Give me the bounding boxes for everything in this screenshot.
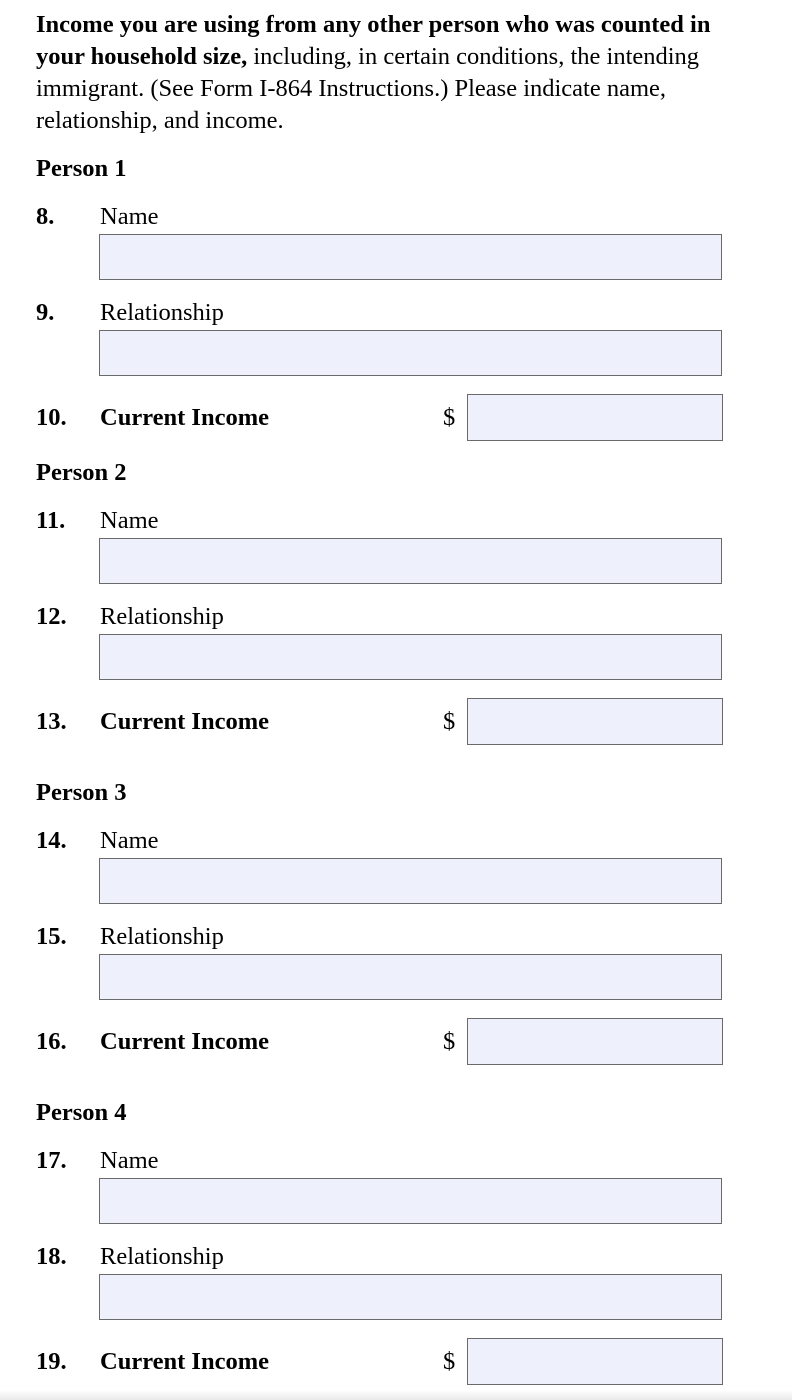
person-3-name-field[interactable] <box>99 858 722 904</box>
person-2-name-field[interactable] <box>99 538 722 584</box>
dollar-sign: $ <box>443 404 456 431</box>
person-1-income-field[interactable] <box>467 394 723 441</box>
intro-regular-text: including, in certain conditions, the intending immigrant. (See Form I-864 Instructions.) Please indicate name, relationship, and income. <box>36 43 700 134</box>
item-19-label: Current Income <box>100 1348 269 1375</box>
item-17-number: 17. <box>36 1147 67 1174</box>
item-16-number: 16. <box>36 1028 67 1055</box>
person-4-name-field[interactable] <box>99 1178 722 1224</box>
page-bottom-edge <box>0 1390 792 1400</box>
item-18-label: Relationship <box>100 1243 224 1270</box>
item-14-label: Name <box>100 827 159 854</box>
person-3-heading: Person 3 <box>36 779 127 806</box>
item-16-label: Current Income <box>100 1028 269 1055</box>
item-18-number: 18. <box>36 1243 67 1270</box>
item-10-number: 10. <box>36 404 67 431</box>
item-12-label: Relationship <box>100 603 224 630</box>
item-13-label: Current Income <box>100 708 269 735</box>
person-2-income-field[interactable] <box>467 698 723 745</box>
dollar-sign: $ <box>443 1348 456 1375</box>
item-15-label: Relationship <box>100 923 224 950</box>
person-3-relationship-field[interactable] <box>99 954 722 1000</box>
item-9-number: 9. <box>36 299 55 326</box>
person-4-income-field[interactable] <box>467 1338 723 1385</box>
dollar-sign: $ <box>443 708 456 735</box>
item-8-number: 8. <box>36 203 55 230</box>
person-1-relationship-field[interactable] <box>99 330 722 376</box>
item-12-number: 12. <box>36 603 67 630</box>
item-14-number: 14. <box>36 827 67 854</box>
item-13-number: 13. <box>36 708 67 735</box>
item-17-label: Name <box>100 1147 159 1174</box>
intro-bold-text: Income you are using from any other person who was counted in your household size, <box>36 11 711 70</box>
person-4-relationship-field[interactable] <box>99 1274 722 1320</box>
item-11-label: Name <box>100 507 159 534</box>
person-2-heading: Person 2 <box>36 459 127 486</box>
dollar-sign: $ <box>443 1028 456 1055</box>
person-2-relationship-field[interactable] <box>99 634 722 680</box>
item-10-label: Current Income <box>100 404 269 431</box>
item-9-label: Relationship <box>100 299 224 326</box>
person-4-heading: Person 4 <box>36 1099 127 1126</box>
intro-paragraph <box>36 9 736 137</box>
person-1-name-field[interactable] <box>99 234 722 280</box>
person-3-income-field[interactable] <box>467 1018 723 1065</box>
item-8-label: Name <box>100 203 159 230</box>
item-15-number: 15. <box>36 923 67 950</box>
item-11-number: 11. <box>36 507 66 534</box>
person-1-heading: Person 1 <box>36 155 127 182</box>
item-19-number: 19. <box>36 1348 67 1375</box>
